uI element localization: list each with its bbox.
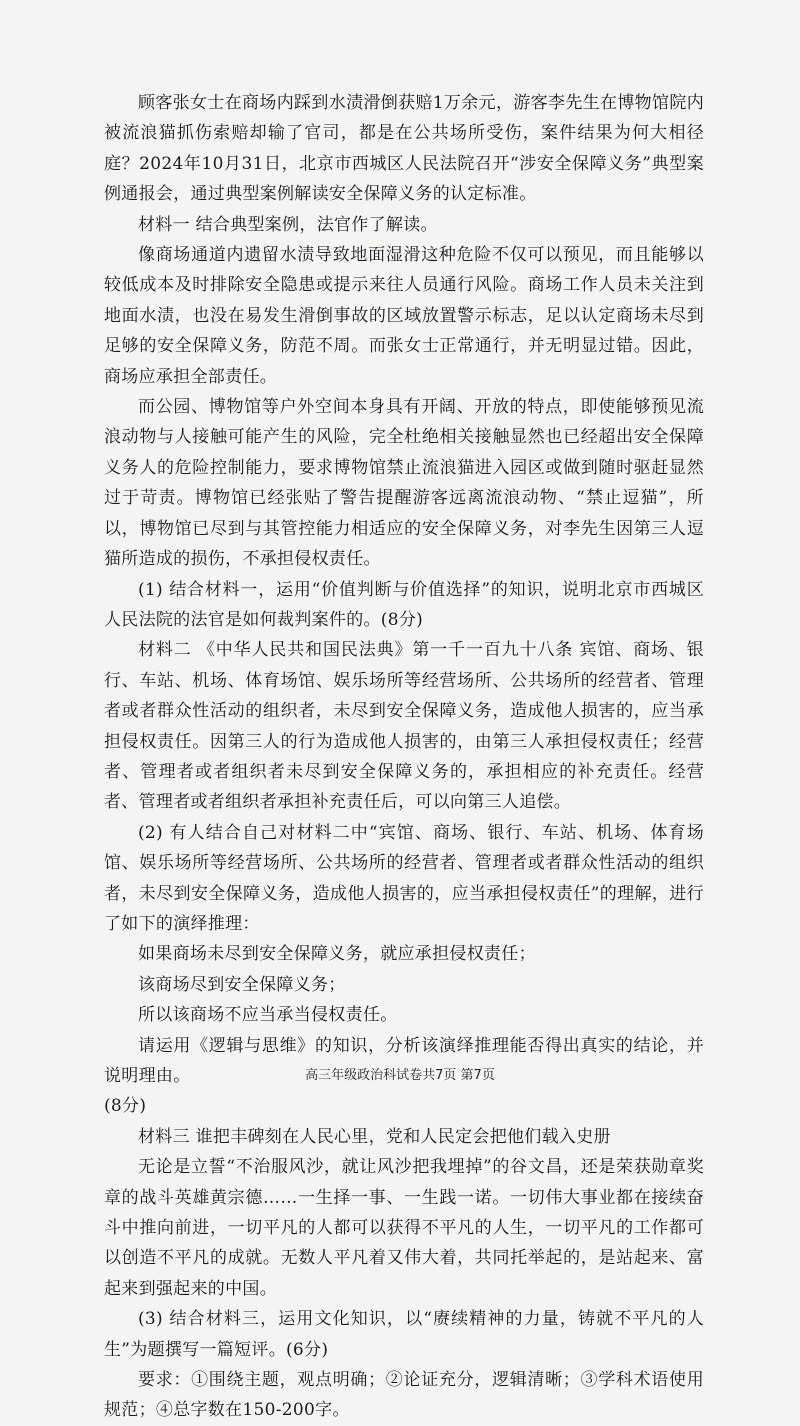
question-1: (1) 结合材料一，运用“价值判断与价值选择”的知识，说明北京市西城区人民法院的法官是如何裁判案件的。(8分)	[104, 579, 704, 630]
material1-title: 材料一 结合典型案例，法官作了解读。	[138, 214, 438, 235]
intro-paragraph: 顾客张女士在商场内踩到水渍滑倒获赔1万余元，游客李先生在博物馆院内被流浪猫抓伤索赔却输了官司，都是在公共场所受伤，案件结果为何大相径庭？2024年10月31日，北京市西城区人民法院召开“涉安全保障义务”典型案例通报会，通过典型案例解读安全保障义务的认定标准。	[104, 93, 704, 205]
question-3-requirements: 要求：①围绕主题，观点明确；②论证充分，逻辑清晰；③学科术语使用规范；④总字数在150-200字。	[104, 1370, 704, 1421]
question-2-intro: (2) 有人结合自己对材料二中“宾馆、商场、银行、车站、机场、体育场馆、娱乐场所等经营场所、公共场所的经营者、管理者或者群众性活动的组织者，未尽到安全保障义务，造成他人损害的，应当承担侵权责任”的理解，进行了如下的演绎推理：	[104, 822, 704, 934]
question-2-conclusion: 所以该商场不应当承当侵权责任。	[138, 1005, 398, 1026]
material3-title: 材料三 谁把丰碑刻在人民心里，党和人民定会把他们载入史册	[138, 1126, 611, 1147]
question-2-premise: 该商场尽到安全保障义务；	[138, 974, 346, 995]
material1-paragraph: 而公园、博物馆等户外空间本身具有开阔、开放的特点，即使能够预见流浪动物与人接触可能产生的风险，完全杜绝相关接触显然也已经超出安全保障义务人的危险控制能力，要求博物馆禁止流浪猫进入园区或做到随时驱赶显然过于苛责。博物馆已经张贴了警告提醒游客远离流浪动物、“禁止逗猫”，所以，博物馆已尽到与其管控能力相适应的安全保障义务，对李先生因第三人逗猫所造成的损伤，不承担侵权责任。	[104, 397, 704, 570]
material1-paragraph: 像商场通道内遗留水渍导致地面湿滑这种危险不仅可以预见，而且能够以较低成本及时排除安全隐患或提示来往人员通行风险。商场工作人员未关注到地面水渍，也没在易发生滑倒事故的区域放置警示标志，足以认定商场未尽到足够的安全保障义务，防范不周。而张女士正常通行，并无明显过错。因此，商场应承担全部责任。	[104, 245, 704, 387]
question-2-ask: 请运用《逻辑与思维》的知识，分析该演绎推理能否得出真实的结论，并说明理由。	[104, 1035, 704, 1086]
material3-text: 无论是立誓“不治服风沙，就让风沙把我埋掉”的谷文昌，还是荣获勋章奖章的战斗英雄黄宗德……一生择一事、一生践一诺。一切伟大事业都在接续奋斗中推向前进，一切平凡的人都可以获得不平凡的人生，一切平凡的工作都可以创造不平凡的成就。无数人平凡着又伟大着，共同托举起的，是站起来、富起来到强起来的中国。	[104, 1157, 704, 1299]
question-2-premise: 如果商场未尽到安全保障义务，就应承担侵权责任；	[138, 944, 536, 965]
question-2-score: (8分)	[104, 1096, 147, 1117]
question-3: (3) 结合材料三，运用文化知识，以“赓续精神的力量，铸就不平凡的人生”为题撰写一篇短评。(6分)	[104, 1309, 704, 1360]
page-footer: 高三年级政治科试卷共7页 第7页	[305, 1068, 495, 1083]
material2-text: 材料二 《中华人民共和国民法典》第一千一百九十八条 宾馆、商场、银行、车站、机场、体育场馆、娱乐场所等经营场所、公共场所的经营者、管理者或者群众性活动的组织者，未尽到安全保障义务，造成他人损害的，应当承担侵权责任。因第三人的行为造成他人损害的，由第三人承担侵权责任；经营者、管理者或者组织者未尽到安全保障义务的，承担相应的补充责任。经营者、管理者或者组织者承担补充责任后，可以向第三人追偿。	[104, 640, 704, 813]
